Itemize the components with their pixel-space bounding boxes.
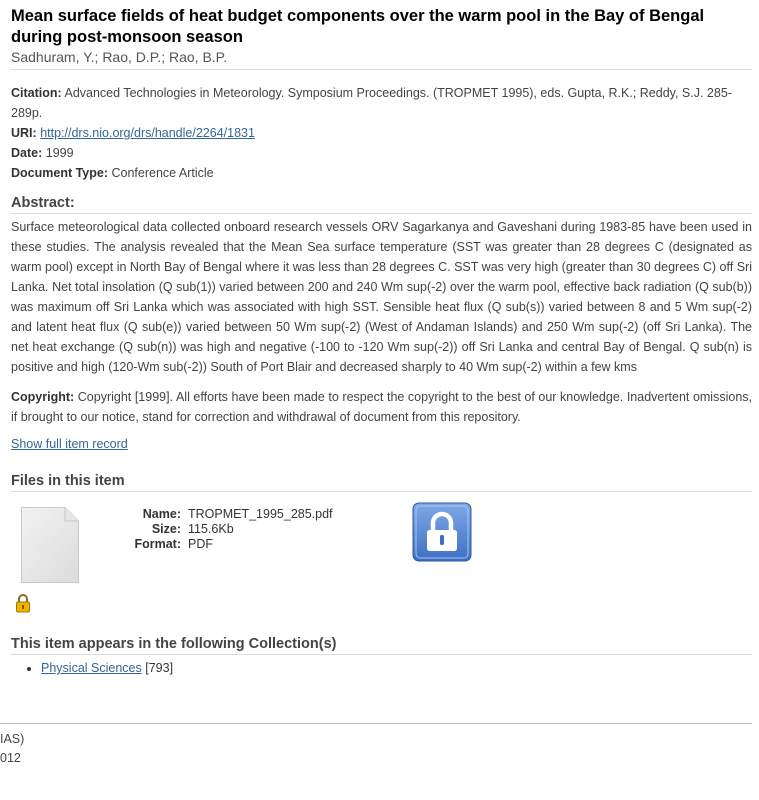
item-title: Mean surface fields of heat budget components over the warm pool in the Bay of Bengal during post-monsoon season [11,7,705,46]
footer-line-2: 012 [0,751,21,765]
file-size-row [111,522,333,537]
abstract-text: Surface meteorological data collected onboard research vessels ORV Sagarkanya and Gaveshani during 1983-85 have been used in these studies. The analysis revealed that the Mean Sea surface temperature (SST was greater than 28 degrees C (designated as warm pool) except in North Bay of Bengal where it was less than 28 degrees C. SST was very high (greater than 30 degrees C) off Sri Lanka. Net total insolation (Q sub(1)) varied between 200 and 240 Wm sup(-2) over the warm pool, effective back radiation (Q sub(b)) was maximum off Sri Lanka which was associated with high SST. Sensible heat flux (Q sub(s)) varied between 8 and 5 Wm sup(-2) and latent heat flux (Q sub(e)) varied between 50 Wm sup(-2) (West of Andaman Islands) and 250 Wm sup(-2) (off Sri Lanka). The net heat exchange (Q sub(n)) was high and negative (-100 to -120 Wm sup(-2)) off Sri Lanka and central Bay of Bengal. Q sub(n) is positive and high (120-Wm sub(-2)) South of Port Blair and decreased sharply to 40 Wm sup(-2) within a few kms [11,220,752,374]
copyright-text: Copyright [1999]. All efforts have been made to respect the copyright to the best of our knowledge. Inadvertent omissions, if brought to our notice, stand for correction and withdrawal of document from this repository. [11,390,752,424]
padlock-icon [15,593,31,613]
file-size-value: 115.6Kb [188,522,234,536]
copyright-label: Copyright: [11,390,75,404]
file-details [111,507,333,552]
doctype-row [11,163,752,183]
collection-link-physical-sciences[interactable]: Physical Sciences [41,661,142,675]
collections-list [11,659,752,677]
file-size-label: Size: [151,522,181,536]
citation-row [11,83,752,123]
page-footer [0,723,752,768]
restricted-access-lock-icon[interactable] [412,502,472,562]
doctype-value: Conference Article [111,166,214,180]
file-entry [11,502,752,622]
citation-value: Advanced Technologies in Meteorology. Symposium Proceedings. (TROPMET 1995), eds. Gupta, R.K.; Reddy, S.J. 285-289p. [11,86,732,120]
footer-line-1: IAS) [0,732,25,746]
item-view [11,6,752,677]
files-heading: Files in this item [11,473,752,492]
uri-row [11,123,752,143]
date-value: 1999 [45,146,74,160]
file-name-value: TROPMET_1995_285.pdf [188,507,333,521]
date-row [11,143,752,163]
copyright-block [11,387,752,427]
uri-link[interactable]: http://drs.nio.org/drs/handle/2264/1831 [40,126,255,140]
item-authors: Sadhuram, Y.; Rao, D.P.; Rao, B.P. [11,49,752,70]
show-full-record-link[interactable]: Show full item record [11,437,128,451]
uri-label: URI: [11,126,37,140]
list-item [41,659,752,677]
collections-heading: This item appears in the following Collection(s) [11,636,752,655]
date-label: Date: [11,146,43,160]
collection-count: [793] [145,661,174,675]
doctype-label: Document Type: [11,166,108,180]
citation-label: Citation: [11,86,62,100]
file-format-row [111,537,333,552]
file-format-value: PDF [188,537,213,551]
file-name-row [111,507,333,522]
item-metadata [11,83,752,183]
abstract-heading: Abstract: [11,195,752,214]
file-format-label: Format: [134,537,181,551]
document-thumbnail-icon[interactable] [21,507,79,583]
file-name-label: Name: [142,507,181,521]
